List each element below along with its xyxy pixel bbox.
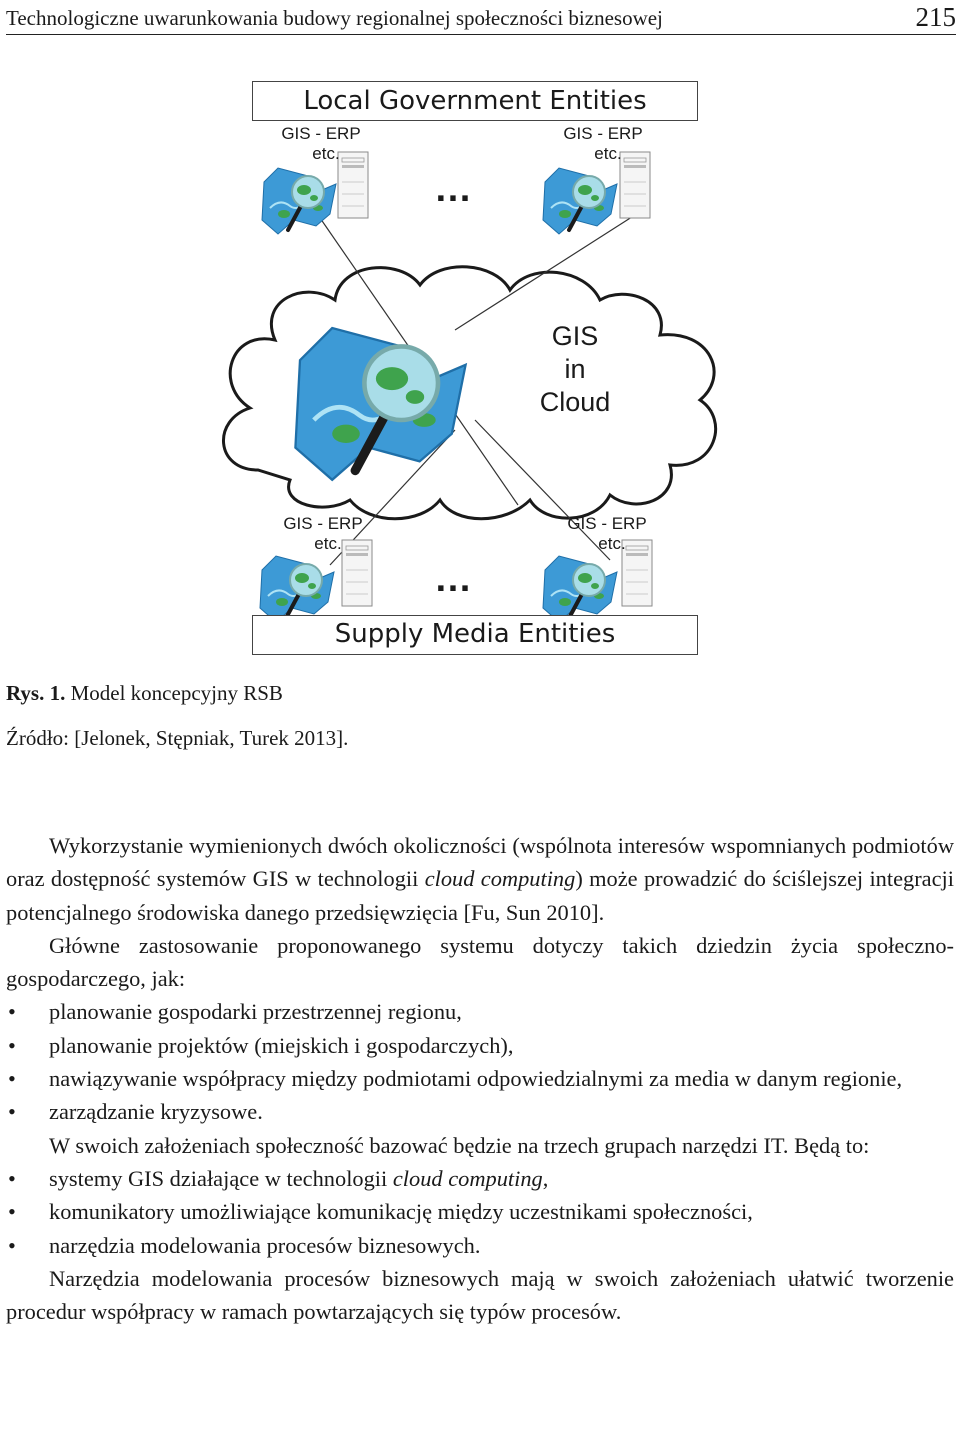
list-item: • planowanie projektów (miejskich i gospodarczych), [8,1032,514,1058]
gis-map-icon [543,168,617,234]
list-item: • narzędzia modelowania procesów biznesowych. [8,1232,481,1258]
cloud-label: GIS in Cloud [539,321,611,417]
node-label: GIS - ERP etc. [567,514,647,553]
gis-map-icon [543,556,617,622]
paragraph: Główne zastosowanie proponowanego systemu dotyczy takich dziedzin życia społeczno-gospodarczego, jak: [6,932,954,992]
list-item: • planowanie gospodarki przestrzennej regionu, [8,999,462,1025]
list-item: • nawiązywanie współpracy między podmiotami odpowiedzialnymi za media w danym regionie, [8,1066,903,1092]
list-item: • zarządzanie kryzysowe. [8,1099,263,1125]
running-title: Technologiczne uwarunkowania budowy regionalnej społeczności biznesowej [6,6,663,30]
list-item: • systemy GIS działające w technologii cloud computing, [8,1165,549,1191]
figure-source: Źródło: [Jelonek, Stępniak, Turek 2013]. [6,726,349,750]
paragraph: Wykorzystanie wymienionych dwóch okoliczności (wspólnota interesów wspomnianych podmiotów oraz dostępność systemów GIS w technologii cloud computing) może prowadzić do ściślejszej integracji potencjalnego środowiska danego przedsięwzięcia [Fu, Sun 2010]. [6,833,954,925]
paragraph: W swoich założeniach społeczność bazować będzie na trzech grupach narzędzi IT. Będą to: [49,1132,870,1158]
page-number: 215 [915,2,956,32]
figure-caption [6,681,283,706]
figure-title: Model koncepcyjny RSB [65,681,283,705]
supply-media-box: Supply Media Entities [252,615,698,655]
node-label: GIS - ERP etc. [283,514,363,553]
node-label: GIS - ERP etc. [563,124,643,163]
gis-map-icon [260,556,334,622]
node-label: GIS - ERP etc. [281,124,361,163]
ellipsis-top: … [434,168,474,210]
ellipsis-bottom: … [434,558,474,600]
local-government-box: Local Government Entities [252,81,698,121]
body-text [6,829,954,1328]
paragraph: Narzędzia modelowania procesów biznesowych mają w swoich założeniach ułatwić tworzenie procedur współpracy w ramach powtarzających się typów procesów. [6,1265,954,1325]
figure-number: Rys. 1. [6,681,66,705]
list-item: • komunikatory umożliwiające komunikację między uczestnikami społeczności, [8,1199,753,1225]
